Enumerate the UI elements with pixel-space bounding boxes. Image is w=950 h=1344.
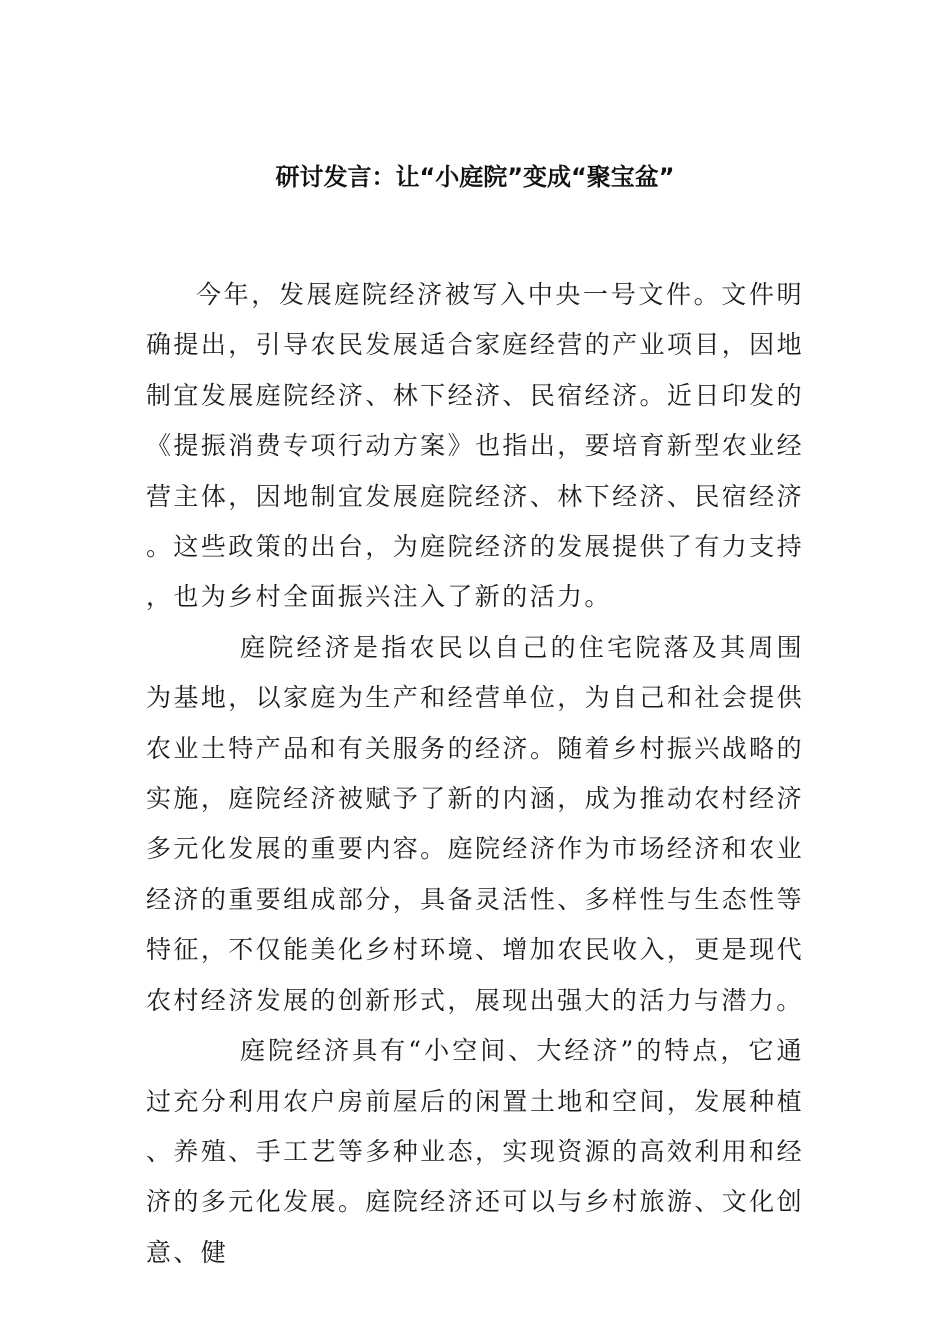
paragraph-3: 庭院经济具有“小空间、大经济”的特点，它通过充分利用农户房前屋后的闲置土地和空间，发展种植、养殖、手工艺等多种业态，实现资源的高效利用和经济的多元化发展。庭院经济还可以与乡村旅游、文化创意、健: [146, 1036, 804, 1267]
paragraph-1: 今年，发展庭院经济被写入中央一号文件。文件明确提出，引导农民发展适合家庭经营的产业项目，因地制宜发展庭院经济、林下经济、民宿经济。近日印发的《提振消费专项行动方案》也指出，要培育新型农业经营主体，因地制宜发展庭院经济、林下经济、民宿经济。这些政策的出台，为庭院经济的发展提供了有力支持，也为乡村全面振兴注入了新的活力。: [146, 280, 804, 612]
document-body: [146, 270, 804, 1278]
paragraph-2: 庭院经济是指农民以自己的住宅院落及其周围为基地，以家庭为生产和经营单位，为自己和社会提供农业土特产品和有关服务的经济。随着乡村振兴战略的实施，庭院经济被赋予了新的内涵，成为推动农村经济多元化发展的重要内容。庭院经济作为市场经济和农业经济的重要组成部分，具备灵活性、多样性与生态性等特征，不仅能美化乡村环境、增加农民收入，更是现代农村经济发展的创新形式，展现出强大的活力与潜力。: [146, 632, 804, 1015]
page-title: 研讨发言：让“小庭院”变成“聚宝盆”: [275, 163, 675, 191]
